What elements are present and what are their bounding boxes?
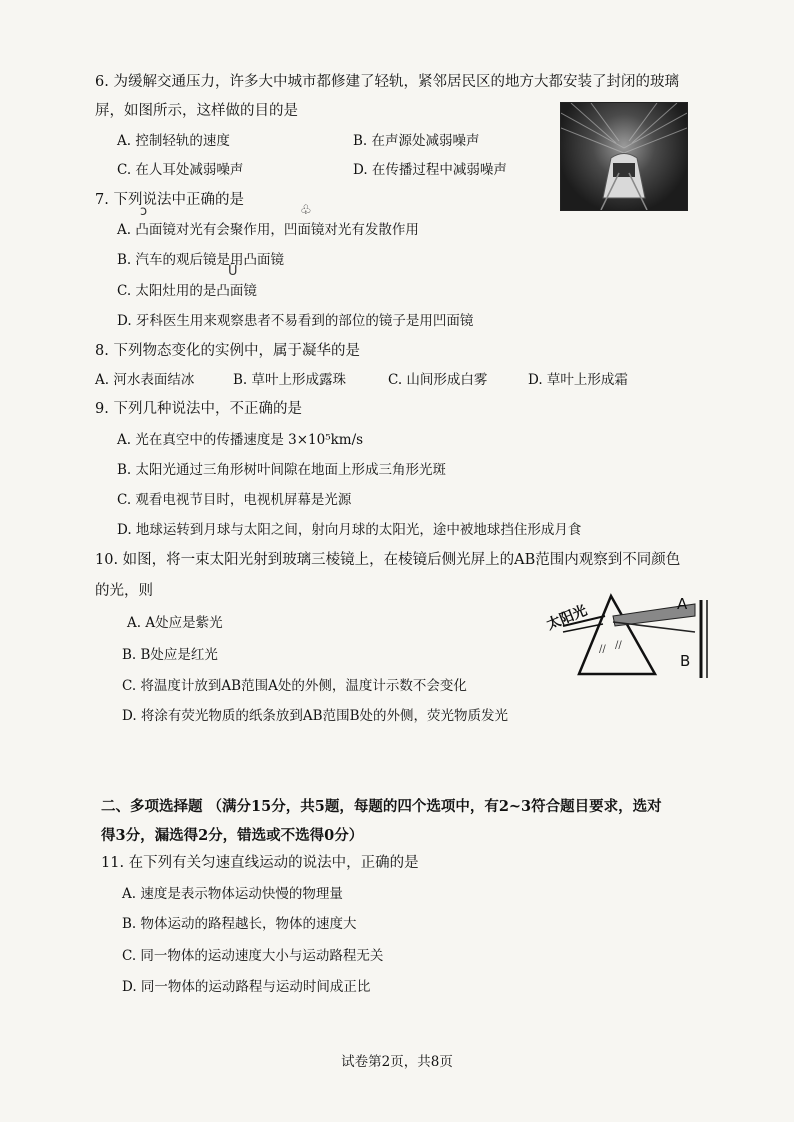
section-2-header-line2: 得3分，漏选得2分，错选或不选得0分） (101, 827, 364, 844)
section-2-header-line1: 二、多项选择题 （满分15分，共5题，每题的四个选项中，有2~3符合题目要求，选对 (101, 798, 662, 815)
point-b-label: B (680, 652, 691, 670)
svg-text://: // (615, 640, 622, 651)
point-a-label: A (677, 595, 688, 613)
q7-option-c: C. 太阳灶用的是凸面镜 (117, 283, 257, 299)
q9-option-d: D. 地球运转到月球与太阳之间，射向月球的太阳光，途中被地球挡住形成月食 (117, 522, 582, 538)
q6-stem-line1: 6. 为缓解交通压力，许多大中城市都修建了轻轨，紧邻居民区的地方大都安装了封闭的玻璃 (95, 74, 679, 90)
page-footer: 试卷第2页，共8页 (341, 1054, 453, 1070)
q10-option-b: B. B处应是红光 (122, 647, 218, 663)
q10-stem-line1: 10. 如图，将一束太阳光射到玻璃三棱镜上，在棱镜后侧光屏上的AB范围内观察到不同颜色 (95, 552, 681, 568)
q9-option-c: C. 观看电视节目时，电视机屏幕是光源 (117, 492, 352, 508)
q6-stem-line2: 屏，如图所示，这样做的目的是 (95, 103, 298, 119)
light-rail-tunnel-photo (560, 102, 688, 211)
q11-option-c: C. 同一物体的运动速度大小与运动路程无关 (122, 948, 384, 964)
q11-stem: 11. 在下列有关匀速直线运动的说法中，正确的是 (101, 855, 419, 871)
q8-option-d: D. 草叶上形成霜 (528, 372, 628, 388)
q8-option-b: B. 草叶上形成露珠 (233, 372, 347, 388)
q9-stem: 9. 下列几种说法中，不正确的是 (95, 401, 302, 417)
q9-option-b: B. 太阳光通过三角形树叶间隙在地面上形成三角形光斑 (117, 462, 447, 478)
q6-option-b: B. 在声源处减弱噪声 (353, 133, 480, 149)
q11-option-a: A. 速度是表示物体运动快慢的物理量 (122, 886, 343, 902)
q10-option-a: A. A处应是紫光 (127, 615, 223, 631)
sunlight-label: 太阳光 (544, 602, 590, 634)
q10-stem-line2: 的光，则 (95, 583, 153, 599)
q7-option-a: A. 凸面镜对光有会聚作用，凹面镜对光有发散作用 (117, 222, 419, 238)
scribble-mark: ↄ (140, 204, 148, 219)
q6-option-a: A. 控制轻轨的速度 (117, 133, 230, 149)
q7-stem: 7. 下列说法中正确的是 (95, 192, 244, 208)
q8-option-a: A. 河水表面结冰 (95, 372, 195, 388)
q8-option-c: C. 山间形成白雾 (388, 372, 488, 388)
q7-option-d: D. 牙科医生用来观察患者不易看到的部位的镜子是用凹面镜 (117, 313, 474, 329)
q8-stem: 8. 下列物态变化的实例中，属于凝华的是 (95, 343, 360, 359)
scribble-mark: ♧ (300, 203, 312, 218)
q6-option-c: C. 在人耳处减弱噪声 (117, 162, 244, 178)
q9-option-a: A. 光在真空中的传播速度是 3×10⁵km/s (117, 432, 364, 448)
q10-option-c: C. 将温度计放到AB范围A处的外侧，温度计示数不会变化 (122, 678, 467, 694)
scribble-mark: Ū (228, 264, 238, 279)
svg-text://: // (599, 644, 606, 655)
prism-diagram (543, 588, 721, 688)
q7-option-b: B. 汽车的观后镜是用凸面镜 (117, 252, 285, 268)
q6-option-d: D. 在传播过程中减弱噪声 (353, 162, 507, 178)
q10-option-d: D. 将涂有荧光物质的纸条放到AB范围B处的外侧，荧光物质发光 (122, 708, 509, 724)
q11-option-d: D. 同一物体的运动路程与运动时间成正比 (122, 979, 371, 995)
q11-option-b: B. 物体运动的路程越长，物体的速度大 (122, 916, 357, 932)
